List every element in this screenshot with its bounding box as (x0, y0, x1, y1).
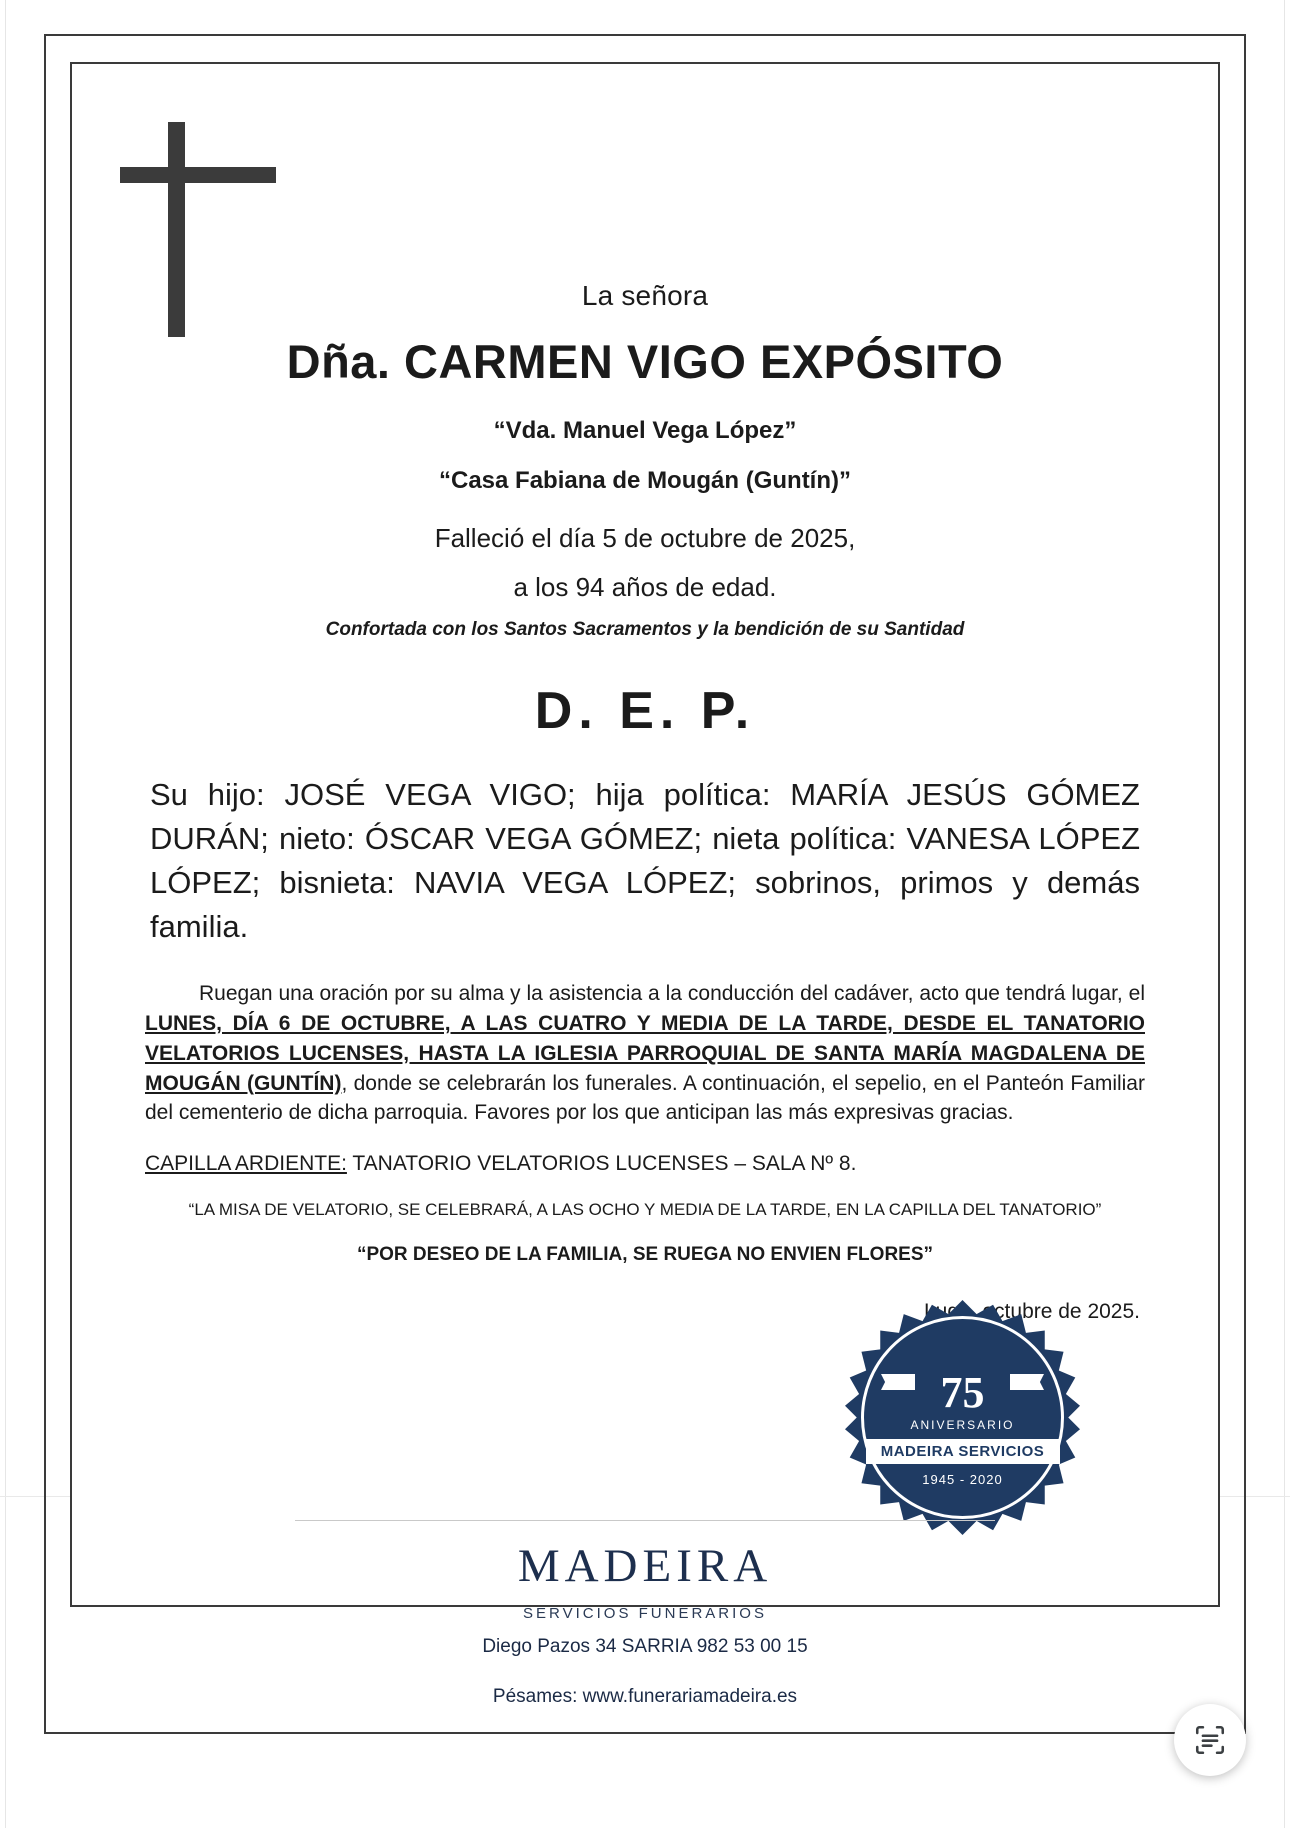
age-at-death: a los 94 años de edad. (513, 572, 777, 602)
deceased-alias-2: “Casa Fabiana de Mougán (Guntín)” (438, 467, 852, 494)
deceased-name: Dña. CARMEN VIGO EXPÓSITO (286, 335, 1004, 388)
sacraments-note: Confortada con los Santos Sacramentos y la bendición de su Santidad (325, 619, 965, 640)
brand-tagline: SERVICIOS FUNERARIOS (523, 1605, 767, 1622)
chapel-value: TANATORIO VELATORIOS LUCENSES – SALA Nº 8. (346, 1152, 857, 1176)
notice-content (140, 280, 1150, 1324)
vigil-mass-note: “LA MISA DE VELATORIO, SE CELEBRARÁ, A LAS OCHO Y MEDIA DE LA TARDE, EN LA CAPILLA DEL TANATORIO” (188, 1200, 1102, 1220)
dep-abbreviation: D. E. P. (534, 682, 756, 740)
text-scan-icon (1193, 1723, 1227, 1757)
seal-brand-band: MADEIRA SERVICIOS (866, 1439, 1060, 1464)
death-date: Falleció el día 5 de octubre de 2025, (434, 523, 856, 553)
condolences-link[interactable]: Pésames: www.funerariamadeira.es (492, 1686, 798, 1707)
seal-years: 1945 - 2020 (922, 1471, 1003, 1487)
service-paragraph-intro: Ruegan una oración por su alma y la asistencia a la conducción del cadáver, acto que tendrá lugar, el (199, 982, 1145, 1006)
service-paragraph (145, 979, 1145, 1128)
seal-number: 75 (940, 1367, 985, 1417)
salutation: La señora (581, 280, 709, 311)
footer-divider (295, 1520, 995, 1521)
page-edge-rule-right (1284, 0, 1285, 1828)
text-scan-button[interactable] (1174, 1704, 1246, 1776)
no-flowers-note: “POR DESEO DE LA FAMILIA, SE RUEGA NO ENVIEN FLORES” (356, 1244, 934, 1266)
seal-aniversario-label: ANIVERSARIO (910, 1417, 1015, 1432)
service-paragraph-outro: , donde se celebrarán los funerales. A continuación, el sepelio, en el Panteón Familiar del cementerio de dicha parroquia. Favores por los que anticipan las más expresivas gracias. (145, 1071, 1145, 1125)
family-members: Su hijo: JOSÉ VEGA VIGO; hija política: MARÍA JESÚS GÓMEZ DURÁN; nieto: ÓSCAR VEGA GÓMEZ; nieta política: VANESA LÓPEZ LÓPEZ; bisnieta: NAVIA VEGA LÓPEZ; sobrinos, primos y demás familia. (150, 777, 1140, 945)
page-edge-rule-left (5, 0, 6, 1828)
deceased-alias-1: “Vda. Manuel Vega López” (493, 417, 797, 444)
footer-block (140, 1520, 1150, 1708)
service-paragraph-highlight: LUNES, DÍA 6 DE OCTUBRE, A LAS CUATRO Y MEDIA DE LA TARDE, DESDE EL TANATORIO VELATORIOS LUCENSES, HASTA LA IGLESIA PARROQUIAL DE SANTA MARÍA MAGDALENA DE MOUGÁN (GUNTÍN) (145, 1011, 1145, 1095)
chapel-line (145, 1152, 1145, 1176)
anniversary-seal (845, 1300, 1080, 1535)
brand-address: Diego Pazos 34 SARRIA 982 53 00 15 (482, 1636, 808, 1657)
chapel-label: CAPILLA ARDIENTE: (145, 1152, 347, 1176)
seal-inner (861, 1316, 1064, 1519)
brand-name: MADEIRA (517, 1540, 773, 1592)
place-and-date: Lugo, octubre de 2025. (923, 1300, 1140, 1324)
